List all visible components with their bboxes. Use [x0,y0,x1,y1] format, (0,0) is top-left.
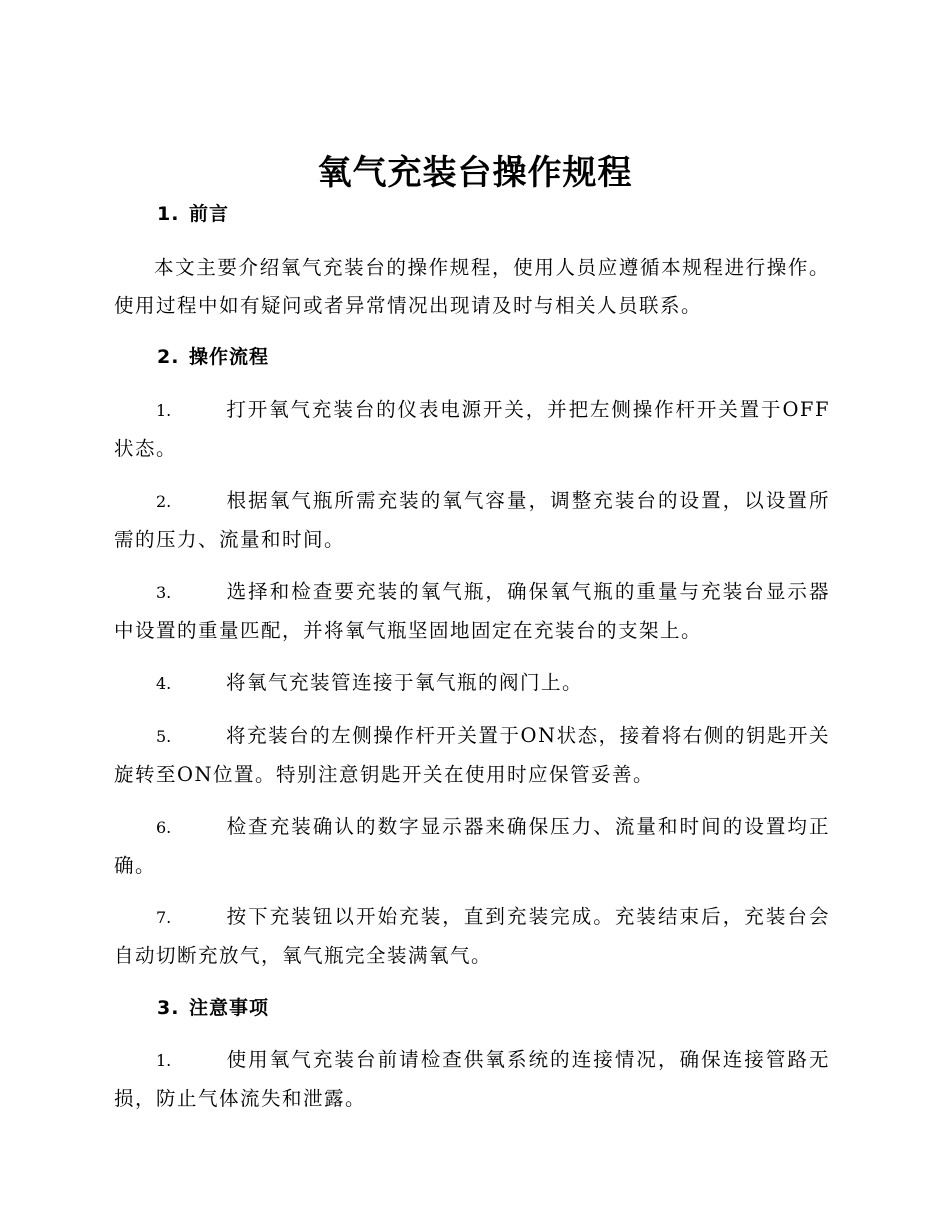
procedure-step [114,391,830,468]
step-number: 2. [156,492,172,511]
precaution-item [114,1041,830,1118]
procedure-step [114,898,830,975]
procedure-step [114,664,830,703]
section-number: 1. [157,203,180,225]
item-number: 1. [156,1051,172,1070]
section-number: 2. [157,346,180,368]
step-number: 4. [156,674,172,693]
section-number: 3. [157,997,180,1019]
section-title: 注意事项 [189,997,270,1019]
page-title: 氧气充装台操作规程 [317,153,633,193]
section-title: 操作流程 [189,346,270,368]
step-number: 6. [156,818,172,837]
step-text: 选择和检查要充装的氧气瓶，确保氧气瓶的重量与充装台显示器中设置的重量匹配，并将氧气瓶坚固地固定在充装台的支架上。 [114,580,830,642]
section-heading-procedure [157,343,269,371]
step-text: 将充装台的左侧操作杆开关置于ON状态，接着将右侧的钥匙开关旋转至ON位置。特别注意钥匙开关在使用时应保管妥善。 [114,724,830,786]
procedure-step [114,717,830,794]
section-heading-precautions [157,994,269,1022]
item-text: 使用氧气充装台前请检查供氧系统的连接情况，确保连接管路无损，防止气体流失和泄露。 [114,1048,830,1110]
step-text: 打开氧气充装台的仪表电源开关，并把左侧操作杆开关置于OFF状态。 [114,398,830,460]
section-title: 前言 [189,203,230,225]
procedure-step [114,808,830,885]
procedure-step [114,482,830,559]
section-heading-preface [157,200,229,228]
step-text: 将氧气充装管连接于氧气瓶的阀门上。 [226,671,584,694]
procedure-step [114,573,830,650]
step-text: 检查充装确认的数字显示器来确保压力、流量和时间的设置均正确。 [114,815,830,877]
step-text: 根据氧气瓶所需充装的氧气容量，调整充装台的设置，以设置所需的压力、流量和时间。 [114,489,830,551]
step-number: 1. [156,401,172,420]
step-number: 5. [156,727,172,746]
preface-paragraph: 本文主要介绍氧气充装台的操作规程，使用人员应遵循本规程进行操作。使用过程中如有疑问或者异常情况出现请及时与相关人员联系。 [114,256,830,317]
step-number: 3. [156,583,172,602]
step-text: 按下充装钮以开始充装，直到充装完成。充装结束后，充装台会自动切断充放气，氧气瓶完全装满氧气。 [114,905,830,967]
step-number: 7. [156,908,172,927]
